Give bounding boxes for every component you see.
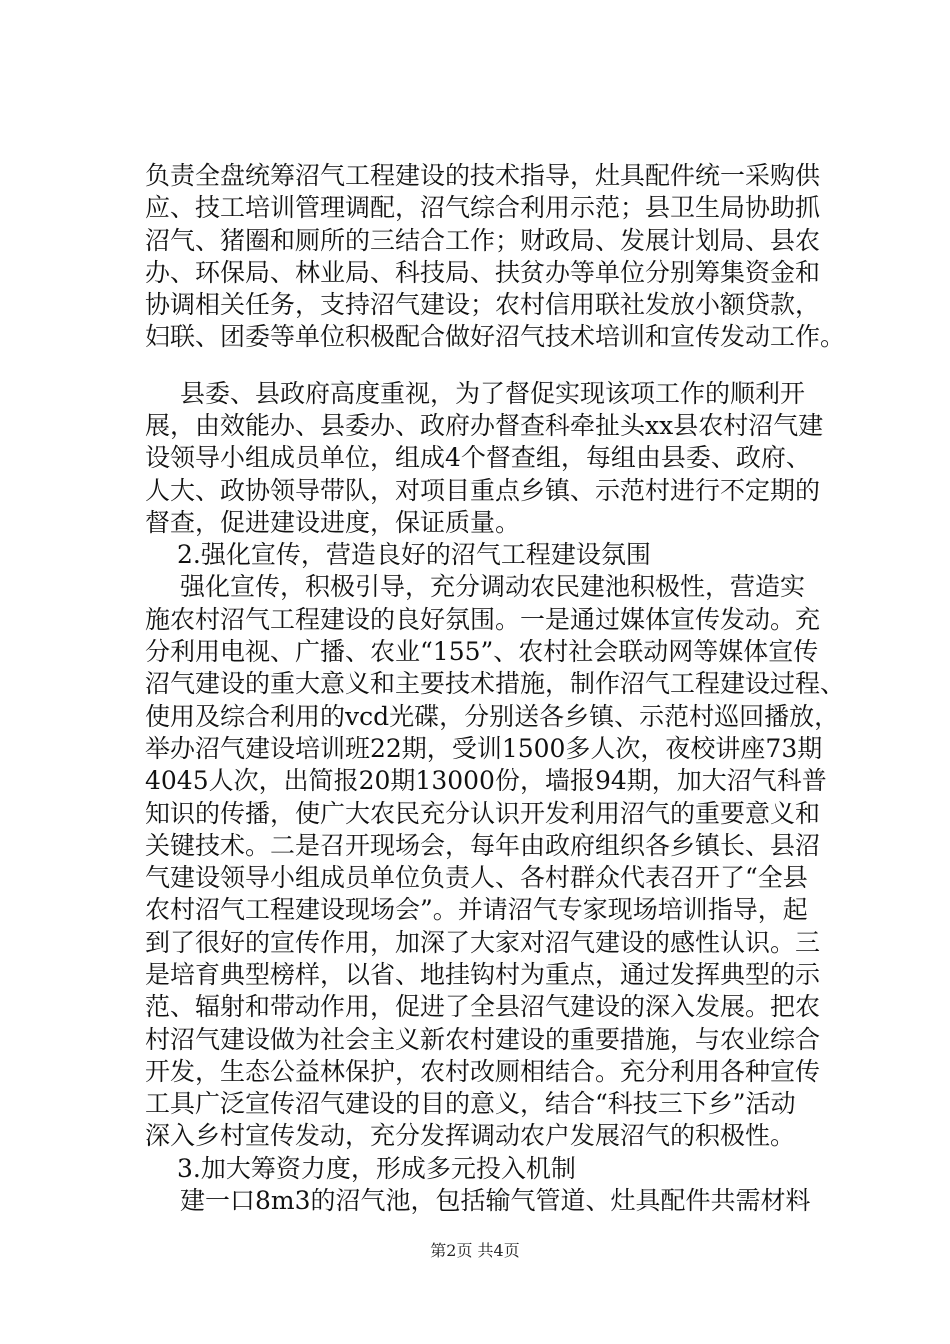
page-footer: 第2页 共4页 — [430, 1241, 520, 1260]
body-line: 设领导小组成员单位，组成4个督查组，每组由县委、政府、 — [145, 443, 811, 472]
body-line: 负责全盘统筹沼气工程建设的技术指导，灶具配件统一采购供 — [145, 161, 821, 190]
body-line: 是培育典型榜样，以省、地挂钩村为重点，通过发挥典型的示 — [145, 960, 821, 989]
body-line: 沼气、猪圈和厕所的三结合工作；财政局、发展计划局、县农 — [145, 226, 821, 255]
body-line: 应、技工培训管理调配，沼气综合利用示范；县卫生局协助抓 — [145, 193, 821, 222]
body-line: 范、辐射和带动作用，促进了全县沼气建设的深入发展。把农 — [145, 992, 821, 1021]
body-line: 村沼气建设做为社会主义新农村建设的重要措施，与农业综合 — [145, 1025, 821, 1054]
section-heading: 2.强化宣传，营造良好的沼气工程建设氛围 — [177, 540, 651, 569]
body-line: 关键技术。二是召开现场会，每年由政府组织各乡镇长、县沼 — [145, 831, 821, 860]
body-line: 分利用电视、广播、农业“155”、农村社会联动网等媒体宣传 — [145, 637, 819, 666]
body-line: 工具广泛宣传沼气建设的目的意义，结合“科技三下乡”活动 — [145, 1089, 796, 1118]
body-line: 4045人次，出简报20期13000份，墙报94期，加大沼气科普 — [145, 766, 827, 795]
body-line: 施农村沼气工程建设的良好氛围。一是通过媒体宣传发动。充 — [145, 605, 821, 634]
body-line: 协调相关任务，支持沼气建设；农村信用联社发放小额贷款， — [145, 290, 821, 319]
body-line: 到了很好的宣传作用，加深了大家对沼气建设的感性认识。三 — [145, 928, 821, 957]
body-line: 深入乡村宣传发动，充分发挥调动农户发展沼气的积极性。 — [145, 1121, 796, 1150]
body-line: 知识的传播，使广大农民充分认识开发利用沼气的重要意义和 — [145, 799, 821, 828]
body-line: 县委、县政府高度重视，为了督促实现该项工作的顺利开 — [180, 379, 806, 408]
body-line: 展，由效能办、县委办、政府办督查科牵扯头xx县农村沼气建 — [145, 411, 824, 440]
body-line: 气建设领导小组成员单位负责人、各村群众代表召开了“全县 — [145, 863, 808, 892]
body-line: 建一口8m3的沼气池，包括输气管道、灶具配件共需材料 — [180, 1186, 811, 1215]
body-line: 农村沼气工程建设现场会”。并请沼气专家现场培训指导，起 — [145, 895, 808, 924]
body-line: 沼气建设的重大意义和主要技术措施，制作沼气工程建设过程、 — [145, 669, 846, 698]
body-line: 妇联、团委等单位积极配合做好沼气技术培训和宣传发动工作。 — [145, 322, 846, 351]
body-line: 开发，生态公益林保护，农村改厕相结合。充分利用各种宣传 — [145, 1057, 821, 1086]
section-heading: 3.加大筹资力度，形成多元投入机制 — [177, 1154, 576, 1183]
body-line: 督查，促进建设进度，保证质量。 — [145, 508, 521, 537]
body-line: 办、环保局、林业局、科技局、扶贫办等单位分别筹集资金和 — [145, 258, 821, 287]
body-line: 使用及综合利用的vcd光碟，分别送各乡镇、示范村巡回播放， — [145, 702, 840, 731]
body-line: 人大、政协领导带队，对项目重点乡镇、示范村进行不定期的 — [145, 476, 821, 505]
body-line: 强化宣传，积极引导，充分调动农民建池积极性，营造实 — [180, 572, 806, 601]
body-line: 举办沼气建设培训班22期，受训1500多人次，夜校讲座73期 — [145, 734, 823, 763]
